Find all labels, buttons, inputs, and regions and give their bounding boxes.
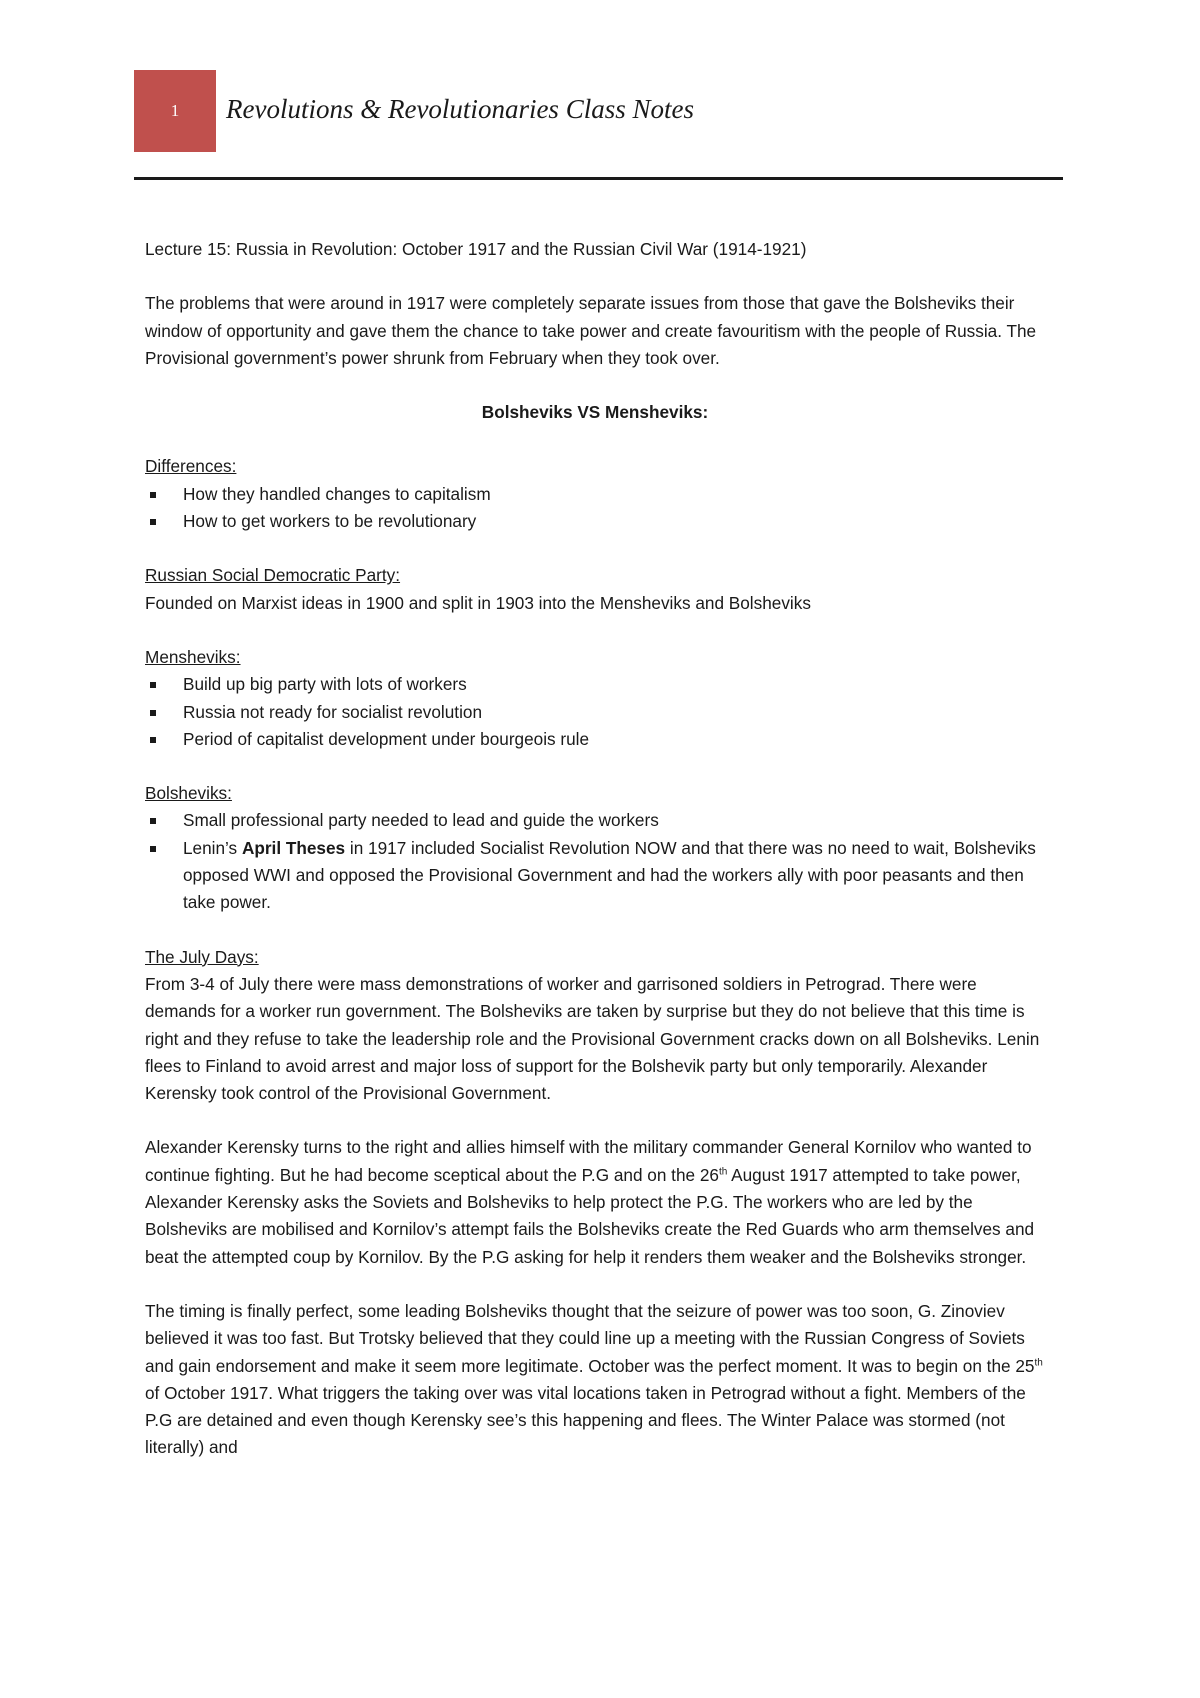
list-item: Russia not ready for socialist revolution: [145, 699, 1045, 726]
bolsheviks-heading: Bolsheviks:: [145, 783, 232, 804]
document-title: Revolutions & Revolutionaries Class Notes: [226, 94, 694, 124]
list-item: Build up big party with lots of workers: [145, 671, 1045, 698]
bolsheviks-list: [145, 807, 1045, 916]
rsdp-text: Founded on Marxist ideas in 1900 and split in 1903 into the Mensheviks and Bolsheviks: [145, 592, 811, 613]
kerensky-paragraph: [145, 1134, 1045, 1270]
document-body: [145, 236, 1045, 1462]
differences-list: [145, 481, 1045, 536]
list-item: Small professional party needed to lead and guide the workers: [145, 807, 1045, 834]
page-number-badge: [134, 70, 216, 152]
list-item: How they handled changes to capitalism: [145, 481, 1045, 508]
text-run: Alexander Kerensky turns to the right and allies himself with the military commander General Kornilov who wanted to continue fighting. But he had become sceptical about the P.G and on the 26: [145, 1137, 1032, 1185]
text-run: The timing is finally perfect, some leading Bolsheviks thought that the seizure of power was too soon, G. Zinoviev believed it was too fast. But Trotsky believed that they could line up a meeting with the Russian Congress of Soviets and gain endorsement and make it seem more legitimate. October was the perfect moment. It was to begin on the 25: [145, 1300, 1035, 1376]
mensheviks-list: [145, 671, 1045, 753]
text-run: in 1917 included Socialist Revolution NOW and that there was no need to wait, Bolsheviks opposed WWI and opposed the Provisional Government and had the workers ally with poor peasants and then take power.: [183, 837, 1036, 913]
ordinal-suffix: th: [1034, 1356, 1043, 1368]
mensheviks-heading: Mensheviks:: [145, 646, 241, 667]
list-item: How to get workers to be revolutionary: [145, 508, 1045, 535]
rsdp-heading: Russian Social Democratic Party:: [145, 565, 401, 586]
section-heading: Bolsheviks VS Mensheviks:: [481, 402, 709, 423]
april-theses-emphasis: April Theses: [241, 837, 346, 858]
list-item: [145, 835, 1045, 917]
header-divider: [134, 177, 1063, 180]
intro-paragraph: The problems that were around in 1917 were completely separate issues from those that gave the Bolsheviks their window of opportunity and gave them the chance to take power and create favouritism with the people of Russia. The Provisional government’s power shrunk from February when they took over.: [145, 293, 1037, 368]
differences-heading: Differences:: [145, 456, 237, 477]
ordinal-suffix: th: [718, 1165, 728, 1177]
text-run: of October 1917. What triggers the taking over was vital locations taken in Petrograd without a fight. Members of the P.G are detained and even though Kerensky see’s this happening and flees. The Winter Palace was stormed (not literally) and: [145, 1382, 1026, 1458]
page-number: 1: [170, 101, 180, 120]
timing-paragraph: [145, 1298, 1045, 1462]
text-run: August 1917 attempted to take power, Alexander Kerensky asks the Soviets and Bolsheviks to help protect the P.G. The workers who are led by the Bolsheviks are mobilised and Kornilov’s attempt fails the Bolsheviks create the Red Guards who arm themselves and beat the attempted coup by Kornilov. By the P.G asking for help it renders them weaker and the Bolsheviks stronger.: [145, 1164, 1035, 1267]
text-run: Lenin’s: [183, 837, 242, 858]
list-item: Period of capitalist development under bourgeois rule: [145, 726, 1045, 753]
july-days-heading: The July Days:: [145, 946, 259, 967]
lecture-title: Lecture 15: Russia in Revolution: October 1917 and the Russian Civil War (1914-1921): [145, 239, 807, 259]
july-days-text: From 3-4 of July there were mass demonstrations of worker and garrisoned soldiers in Petrograd. There were demands for a worker run government. The Bolsheviks are taken by surprise but they do not believe that this time is right and they refuse to take the leadership role and the Provisional Government cracks down on all Bolsheviks. Lenin flees to Finland to avoid arrest and major loss of support for the Bolshevik party but only temporarily. Alexander Kerensky took control of the Provisional Government.: [145, 973, 1040, 1104]
